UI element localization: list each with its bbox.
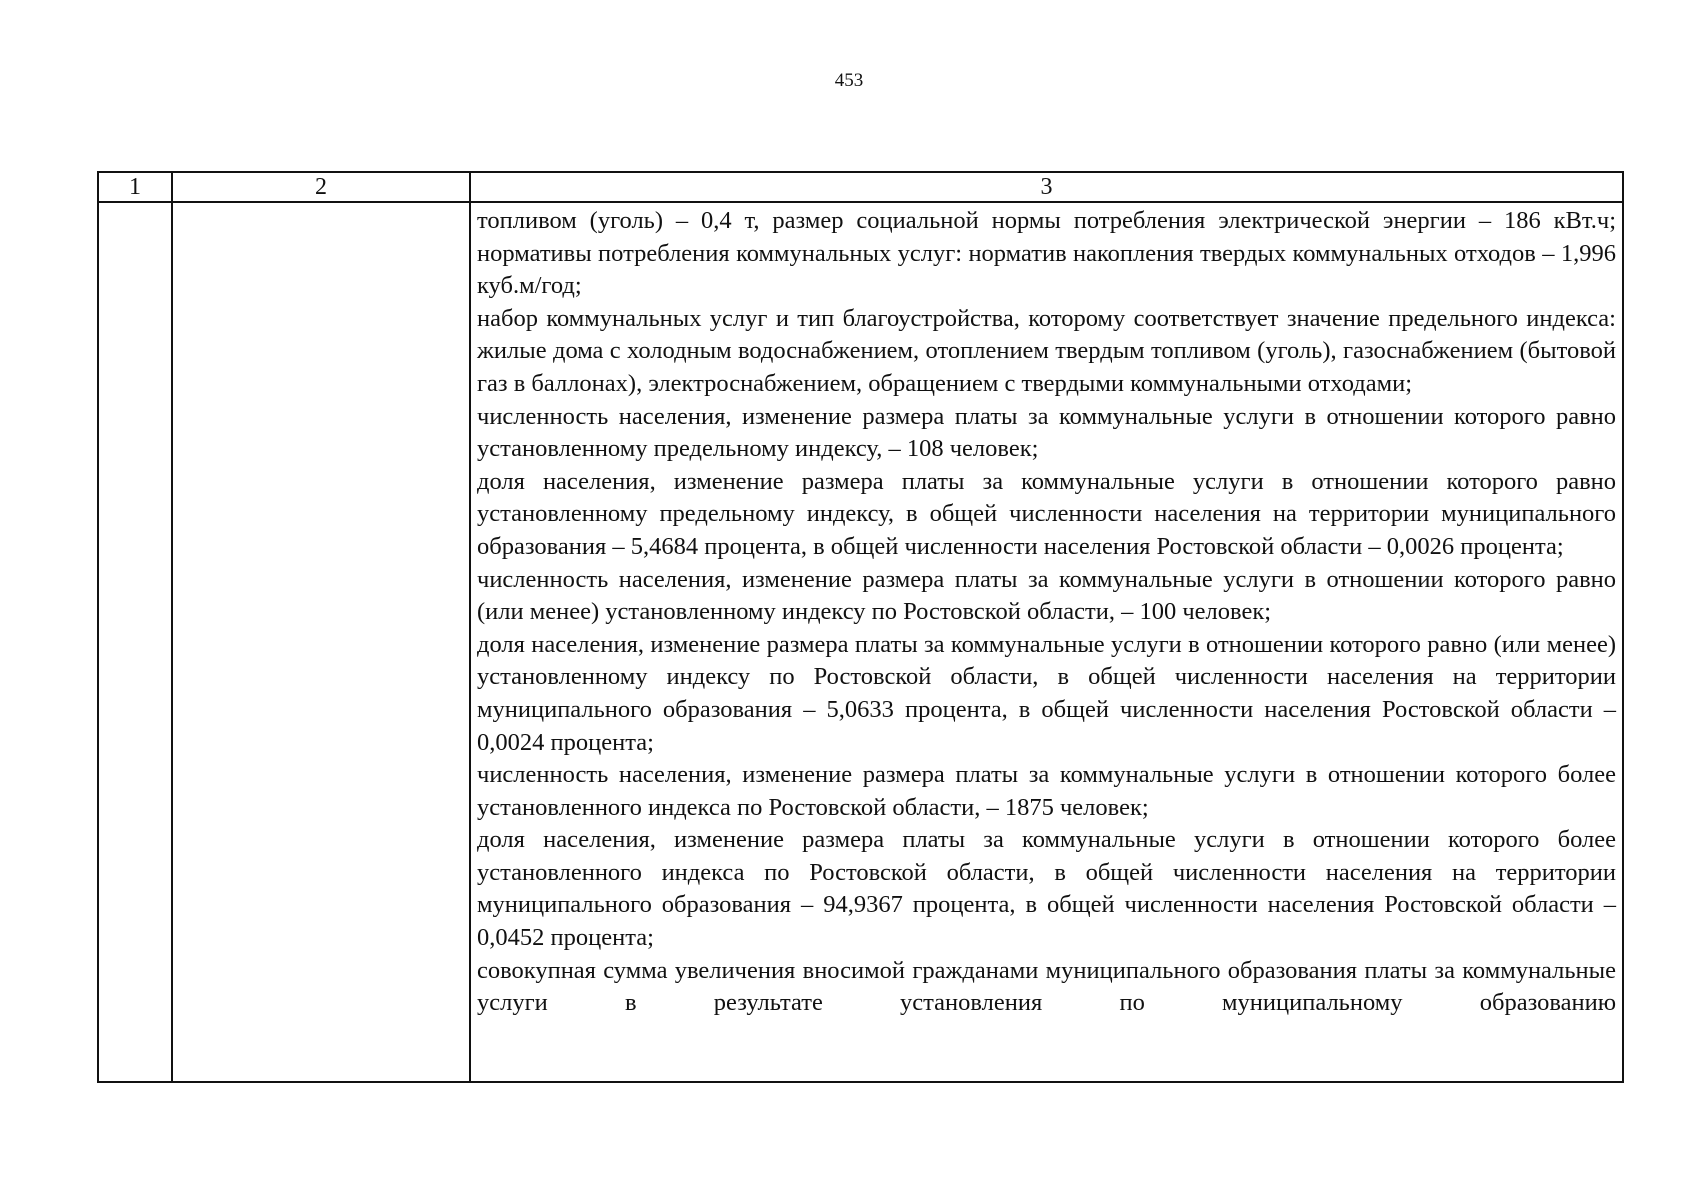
table-header-row [98,172,1623,202]
row-cell-2 [172,202,470,1082]
paragraph-population-equal-limit: численность населения, изменение размера платы за коммунальные услуги в отношении которого равно установленному предельному индексу, – 108 человек; [477,402,1616,463]
header-cell-3: 3 [470,172,1623,202]
row-cell-3 [470,202,1623,1082]
page-number: 453 [834,70,864,91]
paragraph-population-equal-or-less: численность населения, изменение размера платы за коммунальные услуги в отношении которого равно (или менее) установленному индексу по Ростовской области, – 100 человек; [477,565,1616,626]
paragraph-population-more: численность населения, изменение размера платы за коммунальные услуги в отношении которого более установленного индекса по Ростовской области, – 1875 человек; [477,761,1616,821]
paragraph-fuel-norms: топливом (уголь) – 0,4 т, размер социальной нормы потребления электрической энергии – 186 кВт.ч; нормативы потребления коммунальных услуг: норматив накопления твердых коммунальных отходов – 1,996 куб.м/год; [477,207,1616,300]
row-cell-1 [98,202,172,1082]
table-row [98,202,1623,1082]
paragraph-share-more: доля населения, изменение размера платы за коммунальные услуги в отношении которого более установленного индекса по Ростовской области, в общей численности населения на территории муниципального образования – 94,9367 процента, в общей численности населения Ростовской области – 0,0452 процента; [477,826,1616,952]
paragraph-service-set: набор коммунальных услуг и тип благоустройства, которому соответствует значение предельного индекса: жилые дома с холодным водоснабжением, отоплением твердым топливом (уголь), газоснабжением (бытовой газ в баллонах), электроснабжением, обращением с твердыми коммунальными отходами; [477,304,1616,397]
document-table [97,171,1624,1083]
paragraph-total-increase: совокупная сумма увеличения вносимой гражданами муниципального образования платы за коммунальные услуги в результате установления по муниципальному образованию [477,956,1616,1017]
header-cell-1: 1 [98,172,172,202]
header-cell-2: 2 [172,172,470,202]
paragraph-share-equal-or-less: доля населения, изменение размера платы за коммунальные услуги в отношении которого равно (или менее) установленному индексу по Ростовской области, в общей численности населения на территории муниципального образования – 5,0633 процента, в общей численности населения Ростовской области – 0,0024 процента; [477,630,1616,756]
paragraph-share-equal-limit: доля населения, изменение размера платы за коммунальные услуги в отношении которого равно установленному предельному индексу, в общей численности населения на территории муниципального образования – 5,4684 процента, в общей численности населения Ростовской области – 0,0026 процента; [477,467,1616,560]
